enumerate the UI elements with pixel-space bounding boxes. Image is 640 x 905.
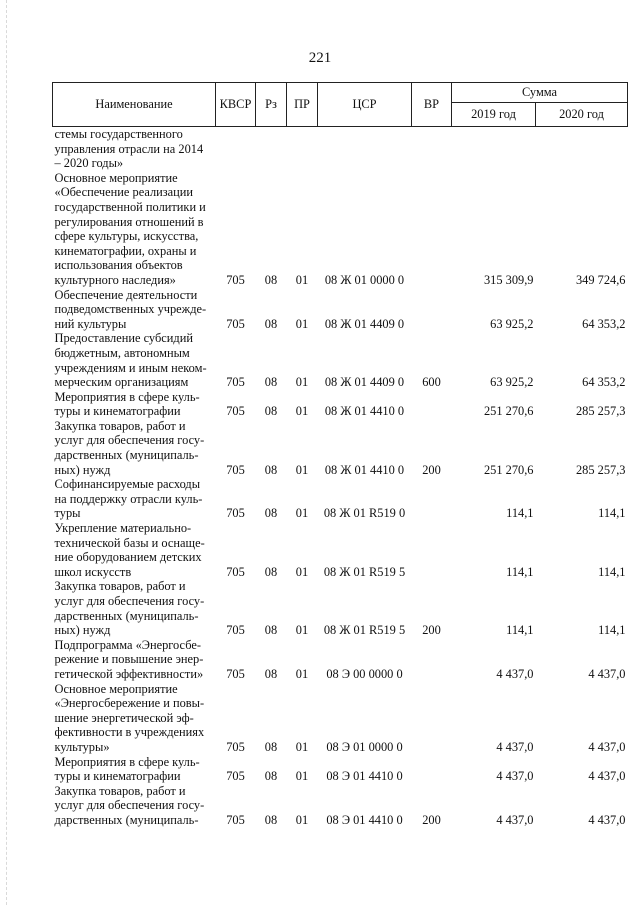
cell-name: Укрепление материально- технической базы и оснаще- ние оборудованием детских школ искусств — [54, 521, 205, 579]
cell-kvsr: 705 — [226, 623, 245, 638]
table-header — [53, 83, 628, 127]
cell-vr — [412, 521, 452, 579]
cell-rz: 08 — [264, 272, 278, 287]
cell-rz: 08 — [264, 462, 278, 477]
cell-sum-2020: 114,1 — [598, 623, 626, 638]
cell-kvsr: 705 — [226, 404, 245, 419]
cell-sum-2020: 349 724,6 — [575, 272, 626, 287]
cell-vr: 200 — [422, 812, 441, 827]
cell-csr: 08 Э 01 4410 0 — [326, 812, 403, 827]
cell-sum-2020: 4 437,0 — [588, 739, 626, 754]
cell-sum-2020: 64 353,2 — [582, 375, 626, 390]
cell-vr — [412, 127, 452, 171]
cell-csr: 08 Ж 01 0000 0 — [324, 272, 405, 287]
cell-rz — [256, 127, 287, 171]
page-number: 221 — [308, 50, 332, 66]
cell-sum-2020: 114,1 — [598, 506, 626, 521]
cell-sum-2019: 251 270,6 — [483, 404, 534, 419]
header-kvsr: КВСР — [216, 83, 256, 127]
header-pr: ПР — [287, 83, 318, 127]
cell-rz: 08 — [264, 769, 278, 784]
cell-pr: 01 — [295, 462, 309, 477]
table-row — [53, 331, 628, 389]
cell-kvsr: 705 — [226, 739, 245, 754]
cell-sum-2019: 114,1 — [506, 564, 534, 579]
cell-name: Софинансируемые расходы на поддержку отрасли куль- туры — [54, 477, 203, 521]
cell-rz: 08 — [264, 564, 278, 579]
cell-vr — [412, 682, 452, 755]
cell-rz: 08 — [264, 812, 278, 827]
cell-name: Подпрограмма «Энергосбе- режение и повышение энер- гетической эффективности» — [54, 637, 204, 681]
cell-csr — [318, 127, 412, 171]
cell-sum-2019: 251 270,6 — [483, 462, 534, 477]
table-row — [53, 390, 628, 419]
cell-pr: 01 — [295, 404, 309, 419]
cell-pr: 01 — [295, 316, 309, 331]
cell-sum-2019: 4 437,0 — [496, 812, 534, 827]
cell-vr — [412, 171, 452, 288]
cell-vr — [412, 638, 452, 682]
header-2019: 2019 год — [452, 103, 536, 127]
cell-rz: 08 — [264, 404, 278, 419]
table-row — [53, 682, 628, 755]
cell-sum-2019: 63 925,2 — [490, 316, 534, 331]
cell-sum-2019: 315 309,9 — [483, 272, 534, 287]
cell-vr — [412, 288, 452, 332]
cell-csr: 08 Ж 01 R519 5 — [323, 564, 406, 579]
cell-name: Основное мероприятие «Обеспечение реализации государственной политики и регулирования отношений в сфере культуры, искусства, кинематографии, охраны и использования объектов культурного наследия» — [54, 170, 206, 287]
table-row — [53, 419, 628, 477]
table-row — [53, 784, 628, 828]
cell-sum-2020: 114,1 — [598, 564, 626, 579]
cell-sum-2020: 64 353,2 — [582, 316, 626, 331]
cell-sum-2019: 114,1 — [506, 506, 534, 521]
cell-kvsr: 705 — [226, 666, 245, 681]
cell-name: Основное мероприятие «Энергосбережение и повы- шение энергетической эф- фективности в учреждениях культуры» — [54, 681, 205, 754]
cell-kvsr: 705 — [226, 812, 245, 827]
cell-sum-2019: 4 437,0 — [496, 739, 534, 754]
cell-rz: 08 — [264, 506, 278, 521]
table-body — [53, 127, 628, 828]
cell-rz: 08 — [264, 739, 278, 754]
cell-pr: 01 — [295, 506, 309, 521]
cell-vr — [412, 477, 452, 521]
table-row — [53, 579, 628, 637]
cell-name: стемы государственного управления отрасли на 2014 – 2020 годы» — [54, 127, 204, 171]
header-csr: ЦСР — [318, 83, 412, 127]
cell-sum-2020: 285 257,3 — [575, 462, 626, 477]
header-rz: Рз — [256, 83, 287, 127]
cell-csr: 08 Ж 01 4409 0 — [324, 375, 405, 390]
cell-csr: 08 Э 00 0000 0 — [326, 666, 403, 681]
cell-sum-2020 — [536, 127, 628, 171]
cell-sum-2019: 4 437,0 — [496, 769, 534, 784]
cell-name: Мероприятия в сфере куль- туры и кинематографии — [54, 389, 200, 419]
table-row — [53, 521, 628, 579]
cell-pr — [287, 127, 318, 171]
cell-csr: 08 Э 01 0000 0 — [326, 739, 403, 754]
cell-csr: 08 Э 01 4410 0 — [326, 769, 403, 784]
cell-kvsr — [216, 127, 256, 171]
cell-pr: 01 — [295, 272, 309, 287]
table-row — [53, 755, 628, 784]
table-row — [53, 171, 628, 288]
cell-vr: 200 — [422, 623, 441, 638]
page-edge-line — [6, 0, 7, 905]
cell-csr: 08 Ж 01 R519 0 — [323, 506, 406, 521]
cell-sum-2019 — [452, 127, 536, 171]
cell-sum-2020: 285 257,3 — [575, 404, 626, 419]
cell-sum-2020: 4 437,0 — [588, 666, 626, 681]
cell-name: Предоставление субсидий бюджетным, автономным учреждениям и иным неком- мерческим организациям — [54, 331, 207, 390]
cell-pr: 01 — [295, 812, 309, 827]
cell-kvsr: 705 — [226, 506, 245, 521]
header-vr: ВР — [412, 83, 452, 127]
cell-kvsr: 705 — [226, 462, 245, 477]
header-2020: 2020 год — [536, 103, 628, 127]
cell-sum-2020: 4 437,0 — [588, 812, 626, 827]
cell-vr: 200 — [422, 462, 441, 477]
cell-rz: 08 — [264, 375, 278, 390]
cell-sum-2019: 63 925,2 — [490, 375, 534, 390]
cell-pr: 01 — [295, 739, 309, 754]
cell-csr: 08 Ж 01 R519 5 — [323, 623, 406, 638]
cell-sum-2020: 4 437,0 — [588, 769, 626, 784]
cell-sum-2019: 114,1 — [506, 623, 534, 638]
table-row — [53, 288, 628, 332]
cell-rz: 08 — [264, 623, 278, 638]
cell-name: Закупка товаров, работ и услуг для обеспечения госу- дарственных (муниципаль- ных) нужд — [54, 579, 205, 638]
table-row — [53, 477, 628, 521]
cell-pr: 01 — [295, 564, 309, 579]
cell-pr: 01 — [295, 375, 309, 390]
table-row — [53, 638, 628, 682]
cell-kvsr: 705 — [226, 375, 245, 390]
table-row — [53, 127, 628, 171]
cell-rz: 08 — [264, 316, 278, 331]
cell-csr: 08 Ж 01 4409 0 — [324, 316, 405, 331]
cell-pr: 01 — [295, 623, 309, 638]
cell-kvsr: 705 — [226, 769, 245, 784]
cell-name: Закупка товаров, работ и услуг для обеспечения госу- дарственных (муниципаль- — [54, 783, 205, 827]
cell-vr — [412, 390, 452, 419]
cell-kvsr: 705 — [226, 272, 245, 287]
cell-vr: 600 — [422, 375, 441, 390]
cell-kvsr: 705 — [226, 564, 245, 579]
cell-name: Обеспечение деятельности подведомственных учрежде- ний культуры — [54, 287, 207, 331]
cell-pr: 01 — [295, 666, 309, 681]
cell-vr — [412, 755, 452, 784]
budget-table — [52, 82, 628, 828]
cell-pr: 01 — [295, 769, 309, 784]
cell-csr: 08 Ж 01 4410 0 — [324, 462, 405, 477]
header-name: Наименование — [53, 83, 216, 127]
cell-name: Закупка товаров, работ и услуг для обеспечения госу- дарственных (муниципаль- ных) нужд — [54, 418, 205, 477]
cell-name: Мероприятия в сфере куль- туры и кинематографии — [54, 754, 200, 784]
cell-csr: 08 Ж 01 4410 0 — [324, 404, 405, 419]
cell-sum-2019: 4 437,0 — [496, 666, 534, 681]
header-sum: Сумма — [452, 83, 628, 103]
cell-kvsr: 705 — [226, 316, 245, 331]
cell-rz: 08 — [264, 666, 278, 681]
